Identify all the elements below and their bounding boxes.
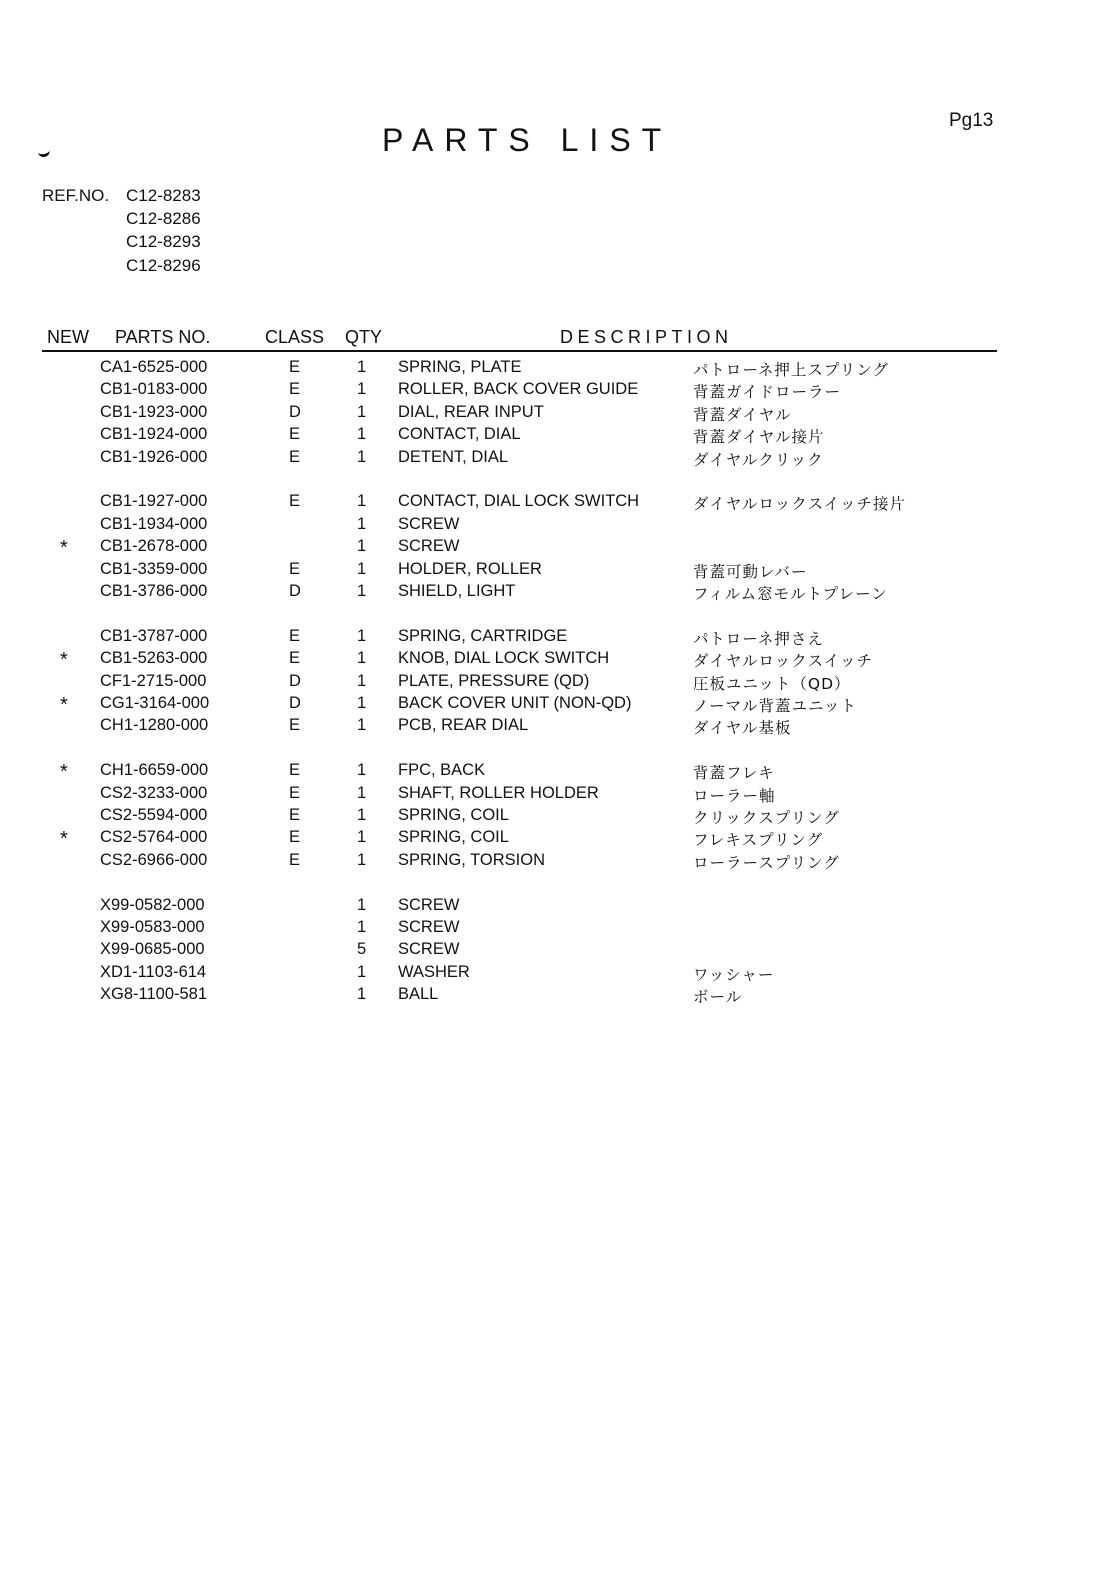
part-number: CB1-1923-000 — [100, 402, 208, 421]
table-row — [0, 380, 1112, 402]
header-class: CLASS — [265, 327, 325, 347]
part-qty: 1 — [357, 918, 367, 936]
part-description: PLATE, PRESSURE (QD) — [398, 671, 590, 690]
part-description: SPRING, TORSION — [398, 850, 546, 869]
part-description-jp: ボール — [693, 988, 743, 1007]
part-number: CB1-5263-000 — [100, 649, 208, 668]
part-description: BALL — [398, 985, 439, 1004]
table-row — [0, 515, 1112, 537]
table-row — [0, 672, 1112, 694]
part-description: HOLDER, ROLLER — [398, 559, 542, 578]
part-description: BACK COVER UNIT (NON-QD) — [398, 694, 632, 712]
part-class: D — [289, 402, 301, 421]
table-row — [0, 918, 1112, 940]
part-description-jp: ローラー軸 — [693, 786, 776, 805]
table-row — [0, 784, 1112, 806]
part-qty: 1 — [357, 425, 367, 444]
part-description-jp: パトローネ押さえ — [693, 629, 824, 648]
new-marker: * — [60, 537, 68, 560]
table-row — [0, 537, 1112, 559]
part-description-jp: ダイヤルクリック — [693, 450, 824, 469]
part-class: E — [289, 783, 301, 802]
ref-number: C12-8283 — [126, 186, 201, 205]
part-number: CB1-1924-000 — [100, 425, 208, 444]
part-class: D — [289, 671, 301, 690]
table-row — [0, 985, 1112, 1007]
part-class: E — [289, 447, 301, 466]
part-description: SCREW — [398, 918, 460, 936]
part-class: E — [289, 828, 301, 847]
part-description: DIAL, REAR INPUT — [398, 402, 544, 421]
part-class: E — [289, 806, 301, 824]
part-qty: 1 — [357, 402, 367, 421]
part-class: E — [289, 380, 301, 399]
part-class: E — [289, 626, 301, 645]
part-number: CG1-3164-000 — [100, 694, 210, 712]
part-description-jp: ダイヤルロックスイッチ — [693, 652, 873, 671]
part-description-jp: クリックスプリング — [693, 809, 840, 827]
part-description: SPRING, PLATE — [398, 358, 522, 376]
part-qty: 1 — [357, 559, 367, 578]
part-description: SPRING, CARTRIDGE — [398, 626, 568, 645]
part-number: CB1-1926-000 — [100, 447, 208, 466]
table-row — [0, 716, 1112, 738]
part-class: E — [289, 716, 301, 735]
part-description: KNOB, DIAL LOCK SWITCH — [398, 649, 610, 668]
part-qty: 5 — [357, 940, 367, 959]
part-description: SHIELD, LIGHT — [398, 582, 516, 600]
page-number: Pg13 — [949, 110, 994, 131]
part-description: SPRING, COIL — [398, 806, 509, 824]
new-marker: * — [60, 828, 68, 851]
part-class: E — [289, 559, 301, 578]
part-number: CH1-6659-000 — [100, 761, 209, 780]
part-description-jp: パトローネ押上スプリング — [693, 361, 889, 379]
part-description-jp: フレキスプリング — [693, 831, 824, 850]
part-qty: 1 — [357, 828, 367, 847]
part-qty: 1 — [357, 447, 367, 466]
part-qty: 1 — [357, 358, 367, 376]
part-description-jp: 背蓋ダイヤル接片 — [693, 428, 825, 447]
table-row — [0, 425, 1112, 447]
part-qty: 1 — [357, 380, 367, 399]
part-qty: 1 — [357, 985, 367, 1004]
part-qty: 1 — [357, 582, 367, 600]
page-title: PARTS LIST — [382, 122, 673, 158]
part-qty: 1 — [357, 492, 367, 511]
part-qty: 1 — [357, 671, 367, 690]
part-description-jp: ローラースプリング — [693, 853, 840, 872]
part-description: SPRING, COIL — [398, 828, 509, 847]
part-number: CB1-1934-000 — [100, 514, 208, 533]
part-number: CS2-5594-000 — [100, 806, 208, 824]
scan-mark — [37, 147, 50, 158]
part-description-jp: ダイヤル基板 — [693, 719, 792, 738]
part-number: X99-0583-000 — [100, 918, 205, 936]
table-row — [0, 582, 1112, 604]
part-qty: 1 — [357, 694, 367, 712]
part-description: CONTACT, DIAL — [398, 425, 521, 444]
header-description: DESCRIPTION — [560, 327, 733, 347]
table-row — [0, 492, 1112, 514]
part-description: ROLLER, BACK COVER GUIDE — [398, 380, 639, 399]
part-description: SHAFT, ROLLER HOLDER — [398, 783, 599, 802]
part-class: E — [289, 358, 301, 376]
part-qty: 1 — [357, 806, 367, 824]
part-description: SCREW — [398, 514, 460, 533]
part-class: E — [289, 492, 301, 511]
part-description-jp: フィルム窓モルトプレーン — [693, 585, 888, 603]
part-number: CB1-3787-000 — [100, 626, 208, 645]
part-number: CB1-3786-000 — [100, 582, 208, 600]
part-number: CB1-3359-000 — [100, 559, 208, 578]
header-rule — [42, 350, 997, 352]
part-description-jp: ワッシャー — [693, 965, 775, 984]
part-description: SCREW — [398, 537, 460, 556]
part-description-jp: ノーマル背蓋ユニット — [693, 697, 857, 715]
table-row — [0, 940, 1112, 962]
part-description: PCB, REAR DIAL — [398, 716, 529, 735]
part-number: CS2-3233-000 — [100, 783, 208, 802]
part-description-jp: 圧板ユニット（QD） — [693, 674, 851, 693]
part-description: DETENT, DIAL — [398, 447, 509, 466]
part-qty: 1 — [357, 850, 367, 869]
part-qty: 1 — [357, 626, 367, 645]
part-number: CB1-1927-000 — [100, 492, 208, 511]
part-qty: 1 — [357, 537, 367, 556]
ref-number: C12-8296 — [126, 256, 201, 275]
table-row — [0, 358, 1112, 380]
table-row — [0, 694, 1112, 716]
part-description: CONTACT, DIAL LOCK SWITCH — [398, 492, 640, 511]
part-description: WASHER — [398, 962, 470, 981]
part-number: XD1-1103-614 — [100, 962, 207, 981]
part-number: CB1-0183-000 — [100, 380, 208, 399]
part-description-jp: ダイヤルロックスイッチ接片 — [693, 495, 906, 514]
ref-number: C12-8293 — [126, 232, 201, 251]
new-marker: * — [60, 761, 68, 784]
part-class: D — [289, 694, 301, 712]
part-class: D — [289, 582, 301, 600]
table-row — [0, 851, 1112, 873]
part-number: CA1-6525-000 — [100, 358, 208, 376]
table-row — [0, 403, 1112, 425]
table-row — [0, 896, 1112, 918]
part-description-jp: 背蓋ダイヤル — [693, 405, 792, 424]
table-row — [0, 448, 1112, 470]
part-number: CS2-6966-000 — [100, 850, 208, 869]
part-class: E — [289, 649, 301, 668]
part-qty: 1 — [357, 962, 367, 981]
table-row — [0, 649, 1112, 671]
part-number: CB1-2678-000 — [100, 537, 208, 556]
part-number: X99-0582-000 — [100, 895, 205, 914]
header-new: NEW — [47, 327, 89, 347]
ref-no-label: REF.NO. — [42, 186, 110, 205]
part-number: CF1-2715-000 — [100, 671, 207, 690]
part-description-jp: 背蓋フレキ — [693, 764, 775, 783]
table-row — [0, 963, 1112, 985]
table-row — [0, 761, 1112, 783]
header-qty: QTY — [345, 327, 383, 347]
part-qty: 1 — [357, 716, 367, 735]
table-row — [0, 627, 1112, 649]
part-qty: 1 — [357, 895, 367, 914]
new-marker: * — [60, 694, 68, 716]
part-description: SCREW — [398, 940, 460, 959]
table-row — [0, 828, 1112, 850]
part-qty: 1 — [357, 783, 367, 802]
part-qty: 1 — [357, 761, 367, 780]
part-number: CH1-1280-000 — [100, 716, 209, 735]
part-class: E — [289, 761, 301, 780]
part-number: XG8-1100-581 — [100, 985, 208, 1004]
part-qty: 1 — [357, 649, 367, 668]
part-description-jp: 背蓋ガイドローラー — [693, 383, 842, 402]
part-description: SCREW — [398, 895, 460, 914]
part-number: CS2-5764-000 — [100, 828, 208, 847]
table-row — [0, 806, 1112, 828]
new-marker: * — [60, 649, 68, 672]
table-row — [0, 560, 1112, 582]
part-description-jp: 背蓋可動レバー — [693, 562, 808, 581]
part-description: FPC, BACK — [398, 761, 486, 780]
part-class: E — [289, 850, 301, 869]
part-class: E — [289, 425, 301, 444]
ref-number: C12-8286 — [126, 209, 201, 228]
header-parts-no: PARTS NO. — [115, 327, 211, 347]
part-qty: 1 — [357, 514, 367, 533]
part-number: X99-0685-000 — [100, 940, 205, 959]
